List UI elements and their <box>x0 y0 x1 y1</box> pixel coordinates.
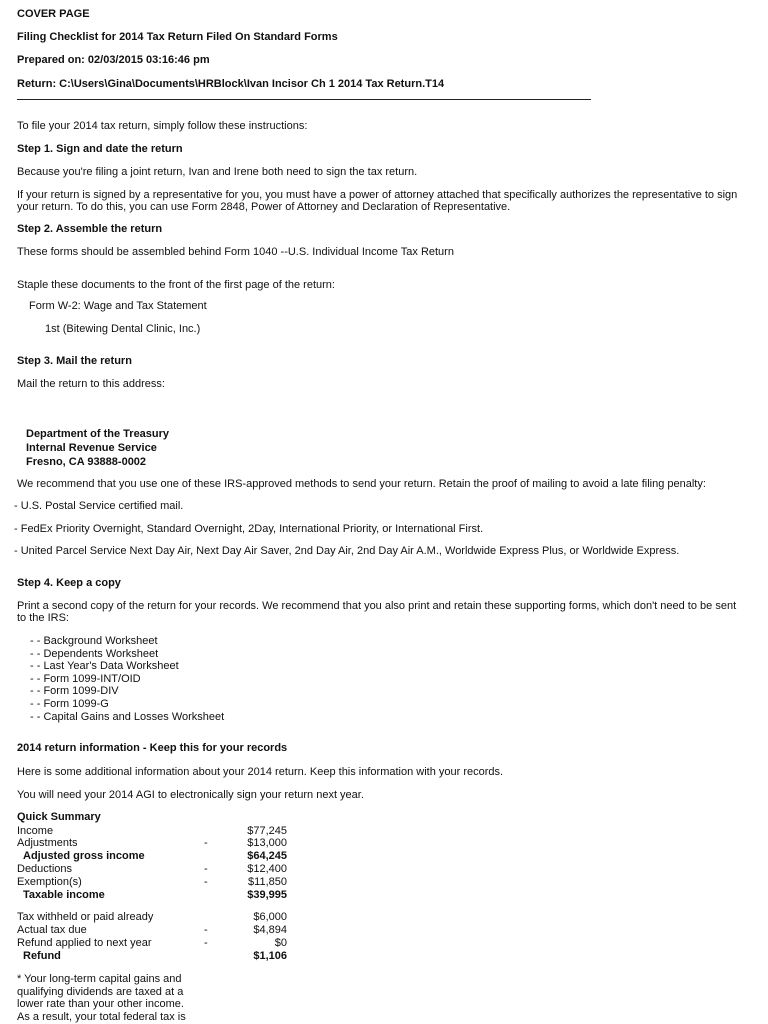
footnote-line: As a result, your total federal tax is <box>17 1011 186 1023</box>
footnote-line: lower rate than your other income. <box>17 998 184 1010</box>
summary-operator: - <box>204 924 208 936</box>
summary-operator: - <box>204 863 208 875</box>
summary-row-tax-withheld <box>17 911 287 924</box>
summary-operator: - <box>204 837 208 849</box>
supporting-form-item: - - Last Year's Data Worksheet <box>30 660 179 672</box>
footnote-line: qualifying dividends are taxed at a <box>17 986 184 998</box>
step2-heading: Step 2. Assemble the return <box>17 223 163 235</box>
mail-method-fedex: - FedEx Priority Overnight, Standard Overnight, 2Day, International Priority, or International First. <box>14 523 484 535</box>
summary-amount: $77,245 <box>247 825 287 837</box>
return-info-heading: 2014 return information - Keep this for your records <box>17 742 288 754</box>
address-line-2: Internal Revenue Service <box>26 442 157 454</box>
summary-label: Refund <box>23 950 61 962</box>
address-line-3: Fresno, CA 93888-0002 <box>26 456 147 468</box>
summary-amount: $12,400 <box>247 863 287 875</box>
summary-operator: - <box>204 876 208 888</box>
address-line-1: Department of the Treasury <box>26 428 170 440</box>
mail-methods-intro: We recommend that you use one of these IRS-approved methods to send your return. Retain the proof of mailing to avoid a late filing penalty: <box>17 478 706 490</box>
summary-amount: $1,106 <box>253 950 287 962</box>
step3-heading: Step 3. Mail the return <box>17 355 132 367</box>
summary-amount: $64,245 <box>247 850 287 862</box>
summary-label: Refund applied to next year <box>17 937 152 949</box>
summary-row-deductions <box>17 863 287 876</box>
step4-copy-text: Print a second copy of the return for your records. We recommend that you also print and retain these supporting forms, which don't need to be sent to the IRS: <box>17 600 737 624</box>
step1-representative-text: If your return is signed by a representative for you, you must have a power of attorney attached that specifically authorizes the representative to sign your return. To do this, you can use Form 2848, Power of Attorney and Declaration of Representative. <box>17 189 738 213</box>
agi-note: You will need your 2014 AGI to electronically sign your return next year. <box>17 789 364 801</box>
supporting-form-item: - - Form 1099-G <box>30 698 109 710</box>
summary-label: Taxable income <box>23 889 105 901</box>
supporting-form-item: - - Form 1099-INT/OID <box>30 673 141 685</box>
quick-summary-heading: Quick Summary <box>17 811 101 823</box>
summary-amount: $39,995 <box>247 889 287 901</box>
cover-label: COVER PAGE <box>17 8 90 20</box>
summary-row-agi <box>17 850 287 863</box>
step1-joint-text: Because you're filing a joint return, Ivan and Irene both need to sign the tax return. <box>17 166 418 178</box>
summary-label: Income <box>17 825 54 837</box>
supporting-form-item: - - Capital Gains and Losses Worksheet <box>30 711 225 723</box>
footnote-line: * Your long-term capital gains and <box>17 973 182 985</box>
summary-amount: $11,850 <box>248 876 287 888</box>
summary-amount: $6,000 <box>253 911 287 923</box>
summary-amount: $0 <box>274 937 287 949</box>
step4-heading: Step 4. Keep a copy <box>17 577 121 589</box>
supporting-form-item: - - Dependents Worksheet <box>30 648 159 660</box>
summary-row-refund-applied <box>17 937 287 950</box>
summary-row-actual-tax <box>17 924 287 937</box>
mail-method-ups: - United Parcel Service Next Day Air, Next Day Air Saver, 2nd Day Air, 2nd Day Air A.M., Worldwide Express Plus, or Worldwide Express. <box>14 545 680 557</box>
step2-assemble-text: These forms should be assembled behind Form 1040 --U.S. Individual Income Tax Return <box>17 246 454 258</box>
return-info-text: Here is some additional information about your 2014 return. Keep this information with your records. <box>17 766 504 778</box>
return-path: Return: C:\Users\Gina\Documents\HRBlock\Ivan Incisor Ch 1 2014 Tax Return.T14 <box>17 78 445 90</box>
page-title: Filing Checklist for 2014 Tax Return Filed On Standard Forms <box>17 31 338 43</box>
summary-label: Adjusted gross income <box>23 850 145 862</box>
mail-method-usps: - U.S. Postal Service certified mail. <box>14 500 184 512</box>
summary-amount: $4,894 <box>253 924 287 936</box>
summary-label: Actual tax due <box>17 924 87 936</box>
header-divider <box>17 99 591 100</box>
summary-row-taxable-income <box>17 889 287 902</box>
summary-label: Tax withheld or paid already <box>17 911 154 923</box>
form-w2-item: Form W-2: Wage and Tax Statement <box>29 300 207 312</box>
step1-heading: Step 1. Sign and date the return <box>17 143 183 155</box>
summary-label: Deductions <box>17 863 73 875</box>
summary-amount: $13,000 <box>247 837 287 849</box>
summary-row-refund <box>17 950 287 963</box>
supporting-form-item: - - Background Worksheet <box>30 635 158 647</box>
step2-staple-text: Staple these documents to the front of the first page of the return: <box>17 279 335 291</box>
summary-label: Adjustments <box>17 837 78 849</box>
prepared-date: Prepared on: 02/03/2015 03:16:46 pm <box>17 54 210 66</box>
form-w2-employer: 1st (Bitewing Dental Clinic, Inc.) <box>45 323 201 335</box>
summary-label: Exemption(s) <box>17 876 82 888</box>
summary-operator: - <box>204 937 208 949</box>
step3-mail-text: Mail the return to this address: <box>17 378 165 390</box>
supporting-form-item: - - Form 1099-DIV <box>30 685 119 697</box>
summary-row-exemptions <box>17 876 287 889</box>
summary-row-adjustments <box>17 837 287 850</box>
intro-text: To file your 2014 tax return, simply follow these instructions: <box>17 120 308 132</box>
